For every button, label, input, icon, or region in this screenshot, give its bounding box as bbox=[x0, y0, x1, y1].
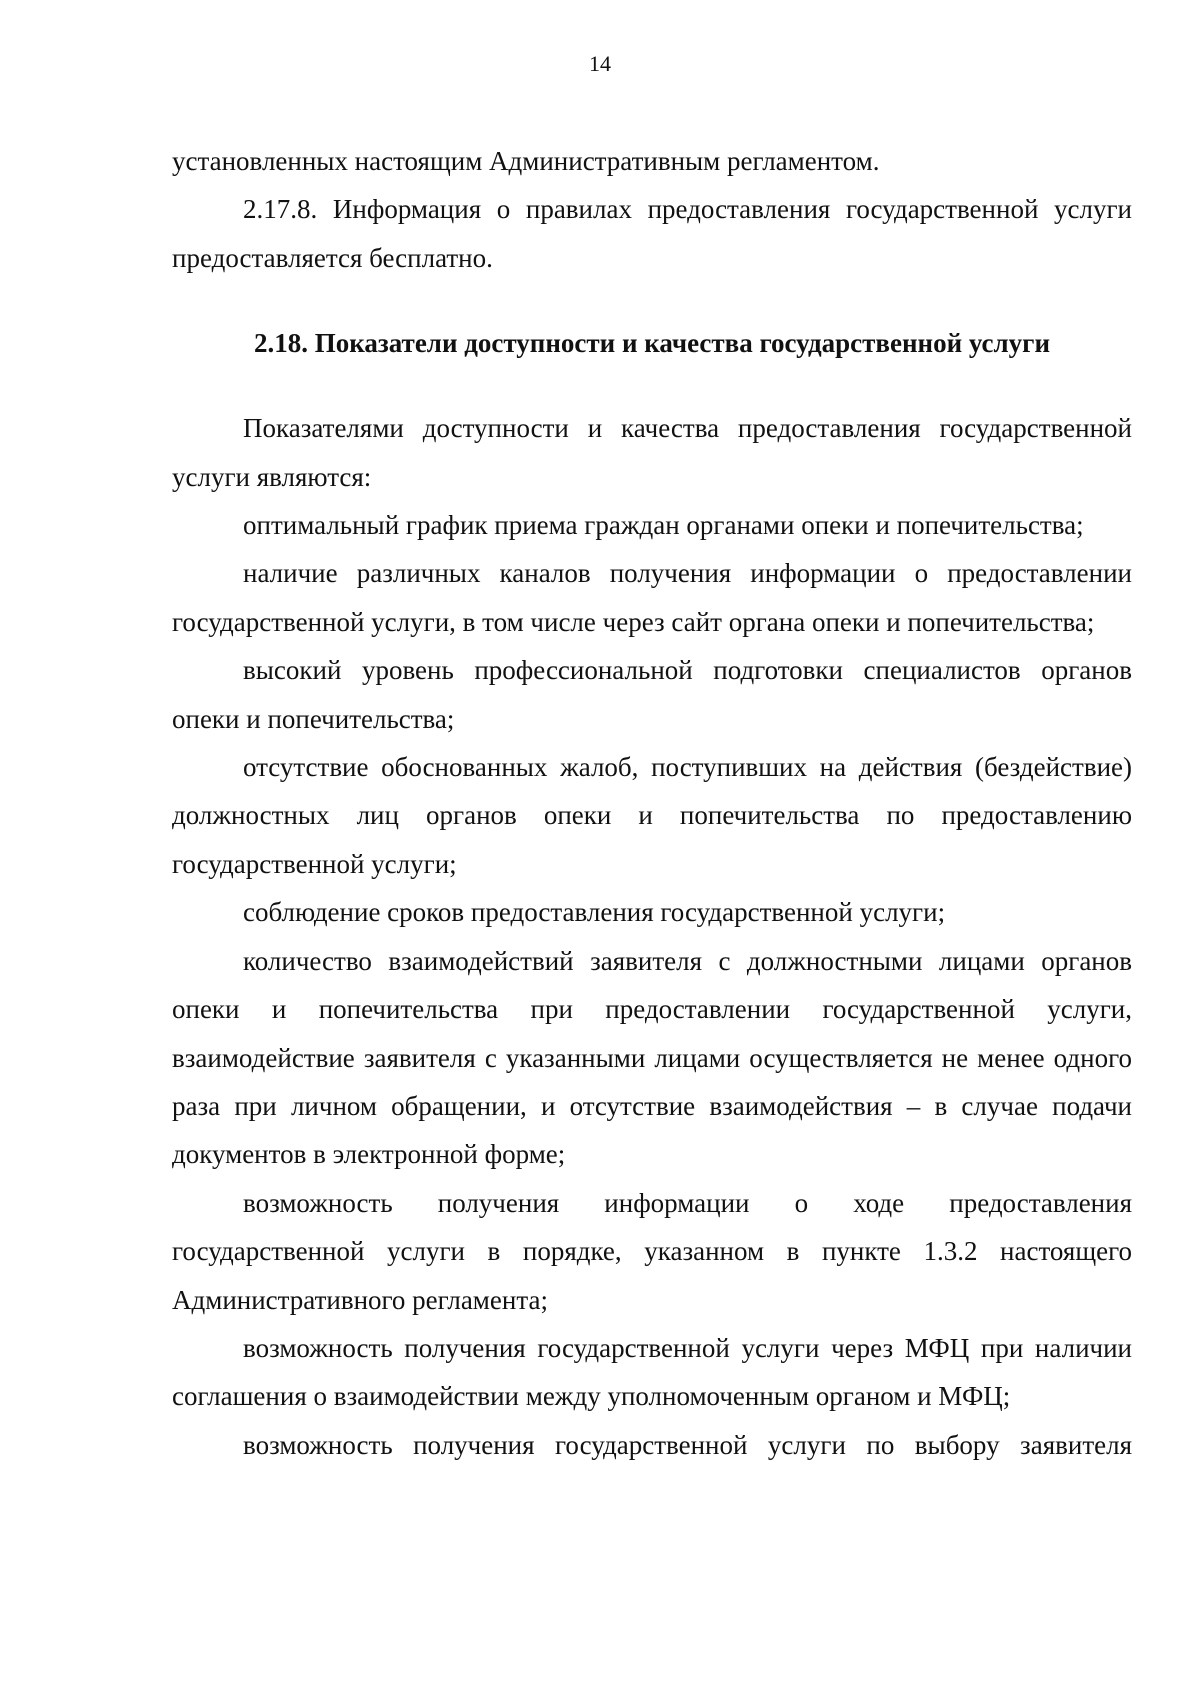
list-item-schedule: оптимальный график приема граждан органами опеки и попечительства; bbox=[243, 510, 1084, 541]
intro-paragraph: Показателями доступности и качества предоставления государственной услуги являются: bbox=[172, 413, 1132, 492]
document-body bbox=[172, 137, 1132, 1469]
list-item-deadlines: соблюдение сроков предоставления государственной услуги; bbox=[243, 897, 946, 928]
list-item-qualification: высокий уровень профессиональной подготовки специалистов органов опеки и попечительства; bbox=[172, 655, 1132, 734]
list-item-info-channels: наличие различных каналов получения информации о предоставлении государственной услуги, в том числе через сайт органа опеки и попечительства; bbox=[172, 558, 1132, 637]
list-item-interactions: количество взаимодействий заявителя с должностными лицами органов опеки и попечительства при предоставлении государственной услуги, взаимодействие заявителя с указанными лицами осуществляется не менее одного раза при личном обращении, и отсутствие взаимодействия – в случае подачи документов в электронной форме; bbox=[172, 945, 1132, 1170]
section-heading-2-18: 2.18. Показатели доступности и качества государственной услуги bbox=[254, 328, 1050, 359]
list-item-mfc: возможность получения государственной услуги через МФЦ при наличии соглашения о взаимодействии между уполномоченным органом и МФЦ; bbox=[172, 1332, 1132, 1412]
page-number: 14 bbox=[589, 51, 611, 76]
list-item-progress-info: возможность получения информации о ходе предоставления государственной услуги в порядке, указанном в пункте 1.3.2 настоящего Административного регламента; bbox=[172, 1187, 1132, 1315]
continuation-paragraph: установленных настоящим Административным регламентом. bbox=[172, 146, 880, 176]
list-item-choice: возможность получения государственной услуги по выбору заявителя bbox=[243, 1429, 1132, 1460]
list-item-no-complaints: отсутствие обоснованных жалоб, поступивших на действия (бездействие) должностных лиц органов опеки и попечительства по предоставлению государственной услуги; bbox=[172, 752, 1132, 879]
paragraph-2-17-8: 2.17.8. Информация о правилах предоставления государственной услуги предоставляется бесплатно. bbox=[172, 194, 1132, 273]
